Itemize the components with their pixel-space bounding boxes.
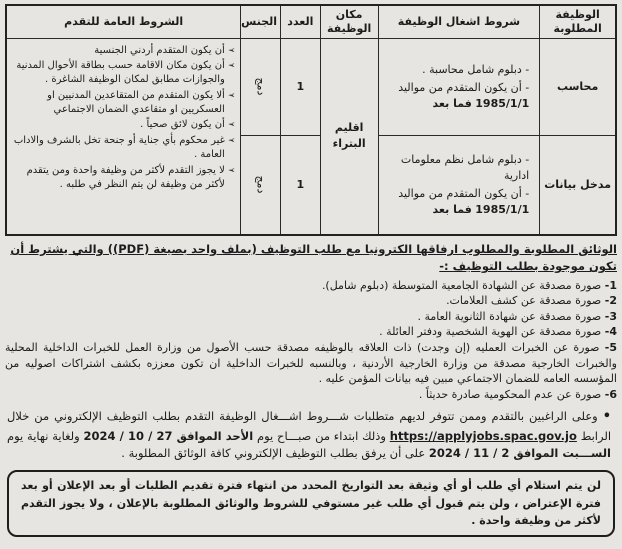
condition-suffix: فما بعد xyxy=(432,202,472,216)
general-conditions-cell xyxy=(6,38,241,235)
document-number: 4- xyxy=(604,325,617,339)
jobs-table xyxy=(5,4,617,236)
application-start-date: الأحد الموافق 27 / 10 / 2024 xyxy=(83,428,254,443)
document-number: 2- xyxy=(604,294,617,308)
condition-text: - أن يكون المتقدم من مواليد xyxy=(398,81,530,95)
general-condition-item xyxy=(10,89,235,117)
gender-value: دمج xyxy=(254,175,268,194)
table-row-accountant xyxy=(6,38,616,135)
condition-text: - أن يكون المتقدم من مواليد xyxy=(398,187,530,201)
application-text: وذلك ابتداء من صبـــاح يوم xyxy=(256,428,386,443)
bullet-icon: • xyxy=(602,409,611,425)
col-header-general: الشروط العامة للتقدم xyxy=(6,5,241,38)
general-condition-item xyxy=(10,164,235,192)
table-header-row xyxy=(6,5,616,38)
position-cell: محاسب xyxy=(540,38,616,135)
location-cell: اقليم البتراء xyxy=(320,38,378,235)
condition-line xyxy=(383,186,530,217)
application-link[interactable]: https://applyjobs.spac.gov.jo xyxy=(389,428,577,443)
footer-note-text: لن يتم استلام أي طلب أو أي وثيقة بعد التواريخ المحدد من انتهاء فترة تقديم الطلبات أو بعد الإعلان أو بعد فترة الإعتراض ، ولن يتم قبول أي طلب غير مستوفي للشروط والوثائق المطلوبة بالإعلان ، ولا يجوز التقدم لأكثر من وظيفة واحدة . xyxy=(21,479,601,528)
position-cell: مدخل بيانات xyxy=(540,135,616,235)
document-item xyxy=(5,387,617,403)
general-condition-text: أن يكون المتقدم أردني الجنسية xyxy=(94,44,225,56)
application-end-date: الســـبت الموافق 2 / 11 / 2024 xyxy=(428,446,611,461)
document-text: صورة مصدقة عن شهادة الثانوية العامة . xyxy=(417,309,602,323)
general-condition-item xyxy=(10,118,235,132)
application-text: وعلى الراغبين بالتقدم وممن تتوفر لديهم متطلبات شـــروط اشـــغال الوظيفة التقدم بطلب التوظيف الإلكتروني من خلال الرابط xyxy=(7,409,612,443)
arrow-bullet-icon: ➢ xyxy=(227,136,236,147)
documents-title: الوثائق المطلوبة والمطلوب ارفاقها الكترونيا مع طلب التوظيف (بملف واحد بصيغة (PDF)) والتي يشترط أن تكون موجودة بطلب التوظيف :- xyxy=(10,242,617,274)
document-text: صورة عن الخبرات العمليه (إن وجدت) ذات العلاقه بالوظيفه مصدقة حسب الأصول من وزارة العمل للخبرات الداخلية المحلية والخبرات الخارجية مصدقة من وزارة الخارجية الأردنية ، وبالنسبه للخبرات الداخلية ان تكون معززه بكشف اشتراكات اصوليه من المؤسسه العامه للضمان الاجتماعي مبين فيه بيانات المؤمن عليه . xyxy=(5,340,617,386)
general-conditions-list xyxy=(10,44,235,192)
document-item xyxy=(5,309,617,325)
document-text: صورة مصدقة عن الهوية الشخصية ودفتر العائلة . xyxy=(379,325,602,339)
document-text: صورة مصدقة عن الشهادة الجامعية المتوسطة (دبلوم شامل). xyxy=(321,278,602,292)
document-number: 6- xyxy=(604,387,617,401)
general-condition-item xyxy=(10,134,235,162)
required-documents-section xyxy=(5,241,617,402)
condition-line: - دبلوم شامل محاسبة . xyxy=(422,62,530,76)
document-number: 5- xyxy=(604,340,617,354)
col-header-count: العدد xyxy=(281,5,321,38)
condition-birthdate: 1985/1/1 xyxy=(475,202,530,216)
general-condition-text: أن يكون لائق صحياً . xyxy=(140,119,225,131)
count-cell: 1 xyxy=(281,135,321,235)
arrow-bullet-icon: ➢ xyxy=(227,61,236,72)
arrow-bullet-icon: ➢ xyxy=(227,165,236,176)
condition-line: - دبلوم شامل نظم معلومات ادارية xyxy=(400,153,530,182)
documents-list xyxy=(5,278,617,403)
col-header-conditions: شروط اشغال الوظيفة xyxy=(378,5,540,38)
condition-suffix: فما بعد xyxy=(432,96,472,110)
document-item xyxy=(5,340,617,387)
arrow-bullet-icon: ➢ xyxy=(227,90,236,101)
document-text: صورة عن عدم المحكومية صادرة حديثاً . xyxy=(418,387,602,401)
gender-cell xyxy=(241,135,281,235)
document-text: صورة مصدقة عن كشف العلامات. xyxy=(446,294,602,308)
general-condition-item xyxy=(10,44,235,58)
conditions-cell xyxy=(378,38,540,135)
document-item xyxy=(5,324,617,340)
document-number: 1- xyxy=(604,278,617,292)
gender-cell xyxy=(241,38,281,135)
general-condition-text: ألا يكون المتقدم من المتقاعدين المدنيين او العسكريين او متقاعدي الضمان الاجتماعي xyxy=(47,89,225,115)
count-cell: 1 xyxy=(281,38,321,135)
condition-line xyxy=(383,80,530,111)
conditions-cell xyxy=(378,135,540,235)
general-condition-text: أن يكون مكان الاقامة حسب بطاقة الأحوال المدنية والجوازات مطابق لمكان الوظيفة الشاغرة . xyxy=(16,60,225,86)
condition-birthdate: 1985/1/1 xyxy=(475,96,530,110)
arrow-bullet-icon: ➢ xyxy=(227,120,236,131)
document-item xyxy=(5,278,617,294)
gender-value: دمج xyxy=(254,77,268,96)
general-condition-item xyxy=(10,59,235,87)
document-item xyxy=(5,293,617,309)
col-header-gender: الجنس xyxy=(241,5,281,38)
document-number: 3- xyxy=(604,309,617,323)
application-text: على أن يرفق بطلب التوظيف الإلكتروني كافة الوثائق المطلوبة . xyxy=(121,446,426,461)
col-header-position: الوظيفة المطلوبة xyxy=(540,5,616,38)
application-instructions xyxy=(5,407,617,463)
application-text: ولغاية نهاية يوم xyxy=(7,428,80,443)
general-condition-text: غير محكوم بأي جناية أو جنحة تخل بالشرف والاداب العامة . xyxy=(13,135,225,161)
arrow-bullet-icon: ➢ xyxy=(227,45,236,56)
footer-note-box xyxy=(7,470,615,537)
col-header-location: مكان الوظيفة xyxy=(320,5,378,38)
general-condition-text: لا يجوز التقدم لأكثر من وظيفة واحدة ومن يتقدم لأكثر من وظيفة لن يتم النظر في طلبه . xyxy=(26,164,225,190)
